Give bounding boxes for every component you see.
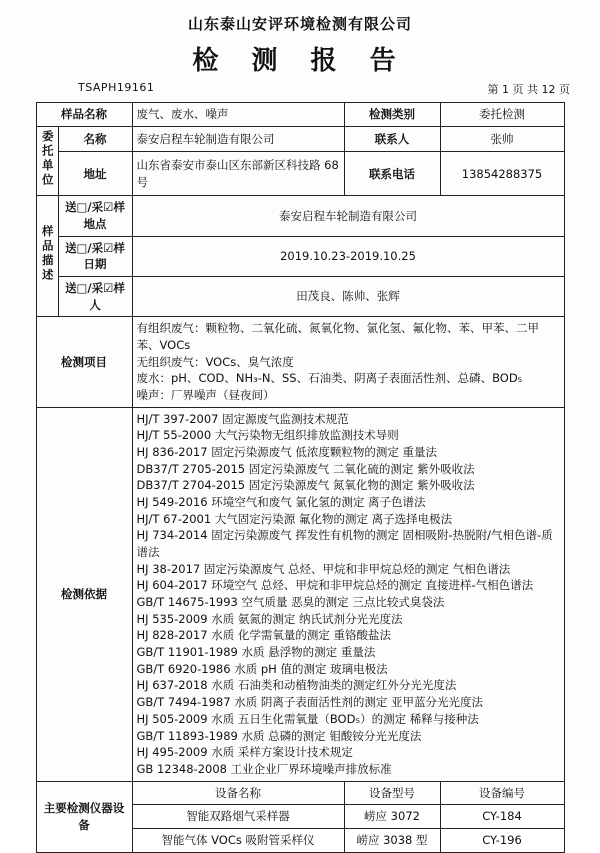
test-standard: HJ 495-2009 水质 采样方案设计技术规定: [136, 745, 353, 760]
company-name: 山东泰山安评环境检测有限公司: [187, 15, 412, 33]
phone-value: 13854288375: [440, 152, 564, 196]
phone-label: 联系电话: [344, 152, 440, 196]
items-value: [132, 317, 564, 407]
test-standard: GB/T 14675-1993 空气质量 恶臭的测定 三点比较式臭袋法: [136, 595, 445, 610]
test-standard: HJ 637-2018 水质 石油类和动植物油类的测定红外分光光度法: [136, 678, 457, 693]
address-value: 山东省泰安市泰山区东部新区科技路 68 号: [132, 152, 344, 196]
sample-desc-text: 样品描述: [40, 225, 55, 284]
instrument-no-header: 设备编号: [440, 781, 564, 805]
table-row-basis: [36, 407, 564, 781]
table-row-send-place: [36, 196, 564, 236]
test-standard: GB 12348-2008 工业企业厂界环境噪声排放标准: [136, 761, 392, 776]
page-number: 第 1 页 共 12 页: [487, 83, 570, 96]
test-standard: HJ 604-2017 环境空气 总烃、甲烷和非甲烷总烃的测定 直接进样-气相色谱法: [136, 578, 534, 593]
test-standard: GB/T 11901-1989 水质 悬浮物的测定 重量法: [136, 645, 376, 660]
meta-row: [0, 81, 600, 99]
basis-value: [132, 407, 564, 781]
test-standard: HJ/T 397-2007 固定源废气监测技术规范: [136, 411, 349, 426]
test-standard: HJ/T 55-2000 大气污染物无组织排放监测技术导则: [136, 428, 399, 443]
report-number: TSAPH19161: [78, 81, 155, 94]
document-title: 检 测 报 告: [192, 46, 408, 76]
test-item: 噪声：厂界噪声（昼夜间）: [136, 388, 275, 403]
sample-name-label: 样品名称: [36, 103, 132, 127]
instrument-label: 主要检测仪器设备: [36, 781, 132, 852]
contact-value: 张帅: [440, 126, 564, 152]
test-standard: GB/T 7494-1987 水质 阴离子表面活性剂的测定 亚甲蓝分光光度法: [136, 695, 484, 710]
sampler-value: 田茂良、陈帅、张辉: [132, 277, 564, 317]
client-name-value: 泰安启程车轮制造有限公司: [132, 126, 344, 152]
instrument-model-header: 设备型号: [344, 781, 440, 805]
send-place-label: 送□/采☑样地点: [58, 196, 132, 236]
sample-name-value: 废气、废水、噪声: [132, 103, 344, 127]
client-name-label: 名称: [58, 126, 132, 152]
table-row-client-name: [36, 126, 564, 152]
test-standard: HJ 505-2009 水质 五日生化需氧量（BOD₅）的测定 稀释与接种法: [136, 711, 479, 726]
test-standard: GB/T 11893-1989 水质 总磷的测定 钼酸铵分光光度法: [136, 728, 422, 743]
test-standard: DB37/T 2705-2015 固定污染源废气 二氧化硫的测定 紫外吸收法: [136, 461, 475, 476]
sampler-label: 送□/采☑样人: [58, 277, 132, 317]
instrument-name: 智能双路烟气采样器: [132, 805, 344, 829]
test-standard: HJ 828-2017 水质 化学需氧量的测定 重铬酸盐法: [136, 628, 392, 643]
table-row-address: [36, 152, 564, 196]
test-standard: HJ 38-2017 固定污染源废气 总烃、甲烷和非甲烷总烃的测定 气相色谱法: [136, 561, 511, 576]
instrument-model: 崂应 3038 型: [344, 828, 440, 852]
report-table: [36, 102, 565, 853]
instrument-no: CY-184: [440, 805, 564, 829]
address-label: 地址: [58, 152, 132, 196]
test-standard: HJ 734-2014 固定污染源废气 挥发性有机物的测定 固相吸附-热脱附/气相色谱-质谱法: [136, 528, 553, 560]
table-row-instrument-header: [36, 781, 564, 805]
test-standard: DB37/T 2704-2015 固定污染源废气 氮氧化物的测定 紫外吸收法: [136, 478, 475, 493]
test-standard: GB/T 6920-1986 水质 pH 值的测定 玻璃电极法: [136, 661, 388, 676]
send-place-value: 泰安启程车轮制造有限公司: [132, 196, 564, 236]
test-standard: HJ 535-2009 水质 氨氮的测定 纳氏试剂分光光度法: [136, 611, 403, 626]
test-item: 无组织废气：VOCs、臭气浓度: [136, 354, 294, 369]
table-row-sample-name: [36, 103, 564, 127]
test-standard: HJ 549-2016 环境空气和废气 氯化氢的测定 离子色谱法: [136, 495, 426, 510]
sample-desc-label: [36, 196, 58, 317]
table-row-sampler: [36, 277, 564, 317]
test-standard: HJ 836-2017 固定污染源废气 低浓度颗粒物的测定 重量法: [136, 445, 438, 460]
send-date-label: 送□/采☑样日期: [58, 236, 132, 276]
entrust-side-text: 委托单位: [40, 129, 55, 188]
test-item: 废水：pH、COD、NH₃-N、SS、石油类、阴离子表面活性剂、总磷、BOD₅: [136, 371, 523, 386]
items-label: 检测项目: [36, 317, 132, 407]
instrument-model: 崂应 3072: [344, 805, 440, 829]
send-date-value: 2019.10.23-2019.10.25: [132, 236, 564, 276]
contact-label: 联系人: [344, 126, 440, 152]
test-standard: HJ/T 67-2001 大气固定污染源 氟化物的测定 离子选择电极法: [136, 511, 453, 526]
instrument-name-header: 设备名称: [132, 781, 344, 805]
test-item: 有组织废气：颗粒物、二氧化硫、氮氧化物、氯化氢、氟化物、苯、甲苯、二甲苯、VOCs: [136, 321, 539, 353]
test-type-value: 委托检测: [440, 103, 564, 127]
table-row-send-date: [36, 236, 564, 276]
basis-label: 检测依据: [36, 407, 132, 781]
table-row-items: [36, 317, 564, 407]
test-type-label: 检测类别: [344, 103, 440, 127]
instrument-name: 智能气体 VOCs 吸附管采样仪: [132, 828, 344, 852]
entrust-side-label: [36, 126, 58, 196]
instrument-no: CY-196: [440, 828, 564, 852]
